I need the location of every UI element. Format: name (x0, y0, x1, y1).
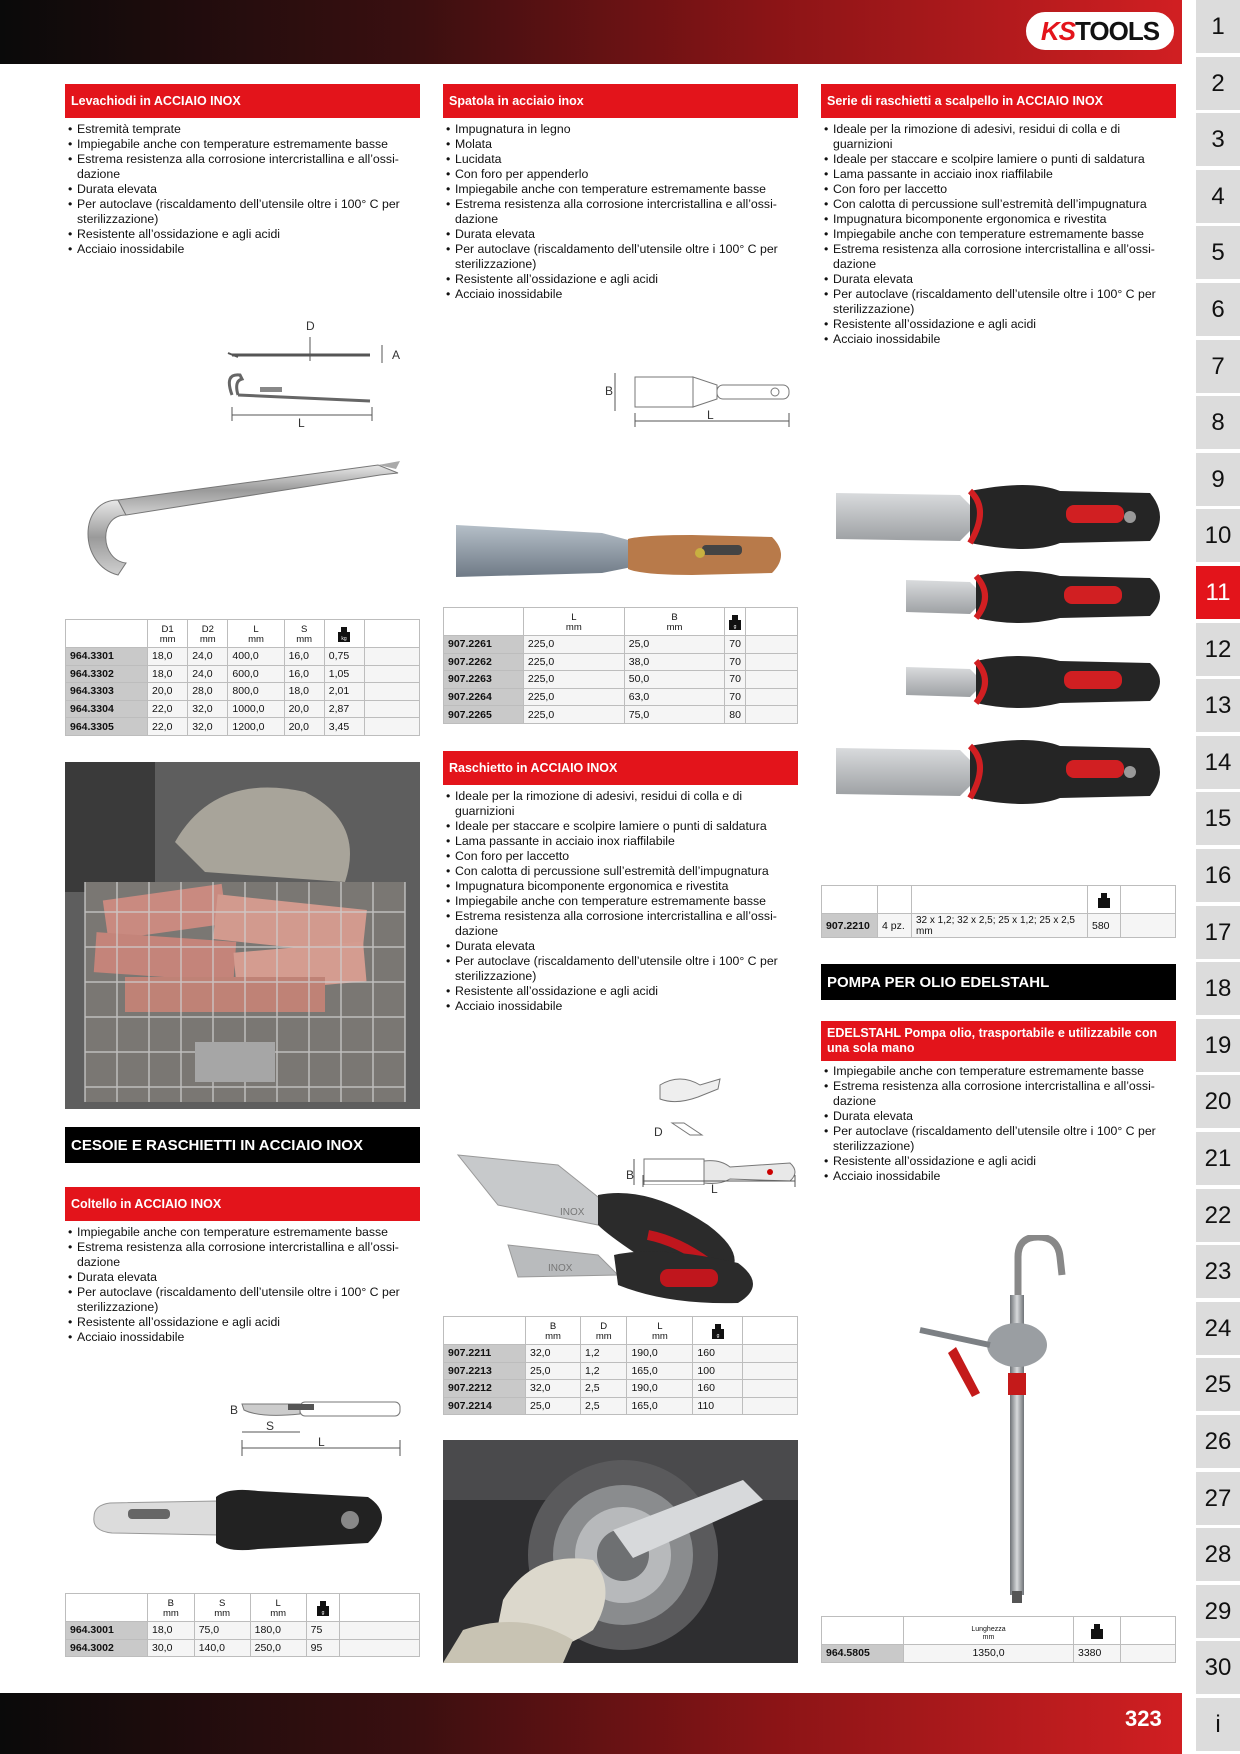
feature-item: • Durata elevata (446, 227, 796, 242)
svg-text:g: g (321, 1610, 325, 1616)
table-row: 907.2210 4 pz. 32 x 1,2; 32 x 2,5; 25 x 1,2; 25 x 2,5 mm 580 (822, 914, 1176, 938)
feature-item: • Acciaio inossidabile (68, 242, 418, 257)
pompa-table (821, 1616, 1176, 1663)
coltello-features (68, 1225, 418, 1345)
feature-item: • Ideale per staccare e scolpire lamiere o punti di saldatura (824, 152, 1174, 167)
chapter-tab[interactable]: 10 (1196, 509, 1240, 562)
chapter-tab[interactable]: 18 (1196, 962, 1240, 1015)
chapter-tab[interactable]: 3 (1196, 113, 1240, 166)
col-header: B mm (148, 1594, 195, 1622)
scraper-image (448, 1145, 793, 1310)
col-header: S mm (284, 620, 324, 648)
serie-raschietti-features (824, 122, 1174, 347)
logo-tools-text: TOOLS (1075, 15, 1160, 46)
feature-item: • Ideale per la rimozione di adesivi, residui di colla e di guarnizioni (446, 789, 796, 819)
feature-item: • Durata elevata (68, 182, 418, 197)
knife-image (88, 1487, 398, 1557)
dim-label-b: B (626, 1168, 635, 1182)
feature-item: • Lama passante in acciaio inox riaffilabile (824, 167, 1174, 182)
chapter-tab[interactable]: 27 (1196, 1472, 1240, 1525)
chapter-tab[interactable]: 14 (1196, 736, 1240, 789)
chapter-tab[interactable]: 7 (1196, 340, 1240, 393)
col-header: Lunghezza mm (904, 1617, 1074, 1645)
logo-ks-text: KS (1040, 15, 1076, 46)
feature-item: • Impugnatura bicomponente ergonomica e rivestita (824, 212, 1174, 227)
chapter-tab[interactable]: 23 (1196, 1245, 1240, 1298)
spatola-features (446, 122, 796, 302)
scraper-set-image (830, 485, 1175, 805)
feature-item: • Resistente all’ossidazione e agli acidi (446, 272, 796, 287)
table-row: 907.2211 32,0 1,2 190,0 160 (444, 1345, 798, 1363)
feature-item: • Impiegabile anche con temperature estremamente basse (446, 182, 796, 197)
feature-item: • Con foro per appenderlo (446, 167, 796, 182)
chapter-tab[interactable]: 16 (1196, 849, 1240, 902)
chapter-tab[interactable]: 5 (1196, 226, 1240, 279)
feature-item: • Ideale per staccare e scolpire lamiere o punti di saldatura (446, 819, 796, 834)
feature-item: • Resistente all’ossidazione e agli acidi (824, 1154, 1174, 1169)
table-row: 907.2261 225,0 25,0 70 (444, 636, 798, 654)
svg-text:kg: kg (341, 636, 348, 642)
spatola-dimension-drawing (605, 355, 795, 430)
levachiodi-title: Levachiodi in ACCIAIO INOX (65, 84, 420, 118)
crate-photo (65, 762, 420, 1109)
col-header: L mm (523, 608, 624, 636)
feature-item: • Impugnatura bicomponente ergonomica e rivestita (446, 879, 796, 894)
weight-icon (712, 1324, 724, 1339)
page-number: 323 (1125, 1706, 1162, 1731)
dim-label-a: A (392, 348, 401, 362)
col-header: B mm (526, 1317, 581, 1345)
feature-item: • Estrema resistenza alla corrosione intercristallina e all’ossi-dazione (824, 242, 1174, 272)
chapter-tab[interactable]: 26 (1196, 1415, 1240, 1468)
col-header: L mm (627, 1317, 693, 1345)
weight-icon (729, 615, 741, 630)
dim-label-l: L (711, 1182, 718, 1195)
serie-raschietti-title: Serie di raschietti a scalpello in ACCIAIO INOX (821, 84, 1176, 118)
header-bar (0, 0, 1182, 64)
feature-item: • Con calotta di percussione sull’estremità dell’impugnatura (446, 864, 796, 879)
chapter-tab[interactable]: 29 (1196, 1585, 1240, 1638)
weight-icon (338, 627, 350, 642)
feature-item: • Durata elevata (68, 1270, 418, 1285)
feature-item: • Estrema resistenza alla corrosione intercristallina e all’ossi-dazione (68, 1240, 418, 1270)
chapter-tab[interactable]: 4 (1196, 170, 1240, 223)
footer-bar (0, 1693, 1182, 1754)
chapter-tab[interactable]: 30 (1196, 1641, 1240, 1694)
dim-label-b: B (230, 1403, 239, 1417)
chapter-tabs (1196, 0, 1240, 1754)
chapter-tab-active[interactable]: 11 (1196, 566, 1240, 619)
coltello-title: Coltello in ACCIAIO INOX (65, 1187, 420, 1221)
feature-item: • Durata elevata (824, 1109, 1174, 1124)
table-row: 907.2213 25,0 1,2 165,0 100 (444, 1362, 798, 1380)
table-row: 964.3303 20,0 28,0 800,0 18,0 2,01 (66, 683, 420, 701)
weight-header (725, 608, 746, 636)
svg-text:g: g (716, 1333, 720, 1339)
col-header: D1 mm (148, 620, 188, 648)
table-row: 907.2263 225,0 50,0 70 (444, 671, 798, 689)
col-header: D2 mm (188, 620, 228, 648)
table-row: 964.5805 1350,0 3380 (822, 1645, 1176, 1663)
chapter-tab[interactable]: i (1196, 1698, 1240, 1751)
chapter-tab[interactable]: 25 (1196, 1358, 1240, 1411)
feature-item: • Estremità temprate (68, 122, 418, 137)
feature-item: • Durata elevata (824, 272, 1174, 287)
feature-item: • Lucidata (446, 152, 796, 167)
feature-item: • Per autoclave (riscaldamento dell’utensile oltre i 100° C per sterilizzazione) (446, 954, 796, 984)
dim-label-b: B (605, 384, 614, 398)
chapter-tab[interactable]: 13 (1196, 679, 1240, 732)
feature-item: • Per autoclave (riscaldamento dell’utensile oltre i 100° C per sterilizzazione) (68, 1285, 418, 1315)
pompa-title: EDELSTAHL Pompa olio, trasportabile e utilizzabile con una sola mano (821, 1021, 1176, 1061)
feature-item: • Resistente all’ossidazione e agli acidi (446, 984, 796, 999)
coltello-table (65, 1593, 420, 1657)
spatula-image (452, 515, 792, 595)
chapter-tab[interactable]: 6 (1196, 283, 1240, 336)
svg-text:INOX: INOX (548, 1263, 573, 1274)
table-row: 907.2212 32,0 2,5 190,0 160 (444, 1380, 798, 1398)
feature-item: • Estrema resistenza alla corrosione intercristallina e all’ossi-dazione (824, 1079, 1174, 1109)
feature-item: • Con foro per laccetto (824, 182, 1174, 197)
feature-item: • Impiegabile anche con temperature estremamente basse (824, 1064, 1174, 1079)
chapter-tab[interactable]: 20 (1196, 1075, 1240, 1128)
feature-item: • Impugnatura in legno (446, 122, 796, 137)
col-header: D mm (581, 1317, 627, 1345)
feature-item: • Resistente all’ossidazione e agli acidi (68, 227, 418, 242)
feature-item: • Impiegabile anche con temperature estremamente basse (824, 227, 1174, 242)
feature-item: • Durata elevata (446, 939, 796, 954)
table-row: 964.3305 22,0 32,0 1200,0 20,0 3,45 (66, 718, 420, 736)
weight-header (1074, 1617, 1121, 1645)
feature-item: • Per autoclave (riscaldamento dell’utensile oltre i 100° C per sterilizzazione) (68, 197, 418, 227)
svg-text:INOX: INOX (560, 1207, 585, 1218)
feature-item: • Resistente all’ossidazione e agli acidi (68, 1315, 418, 1330)
scraper-in-use-photo (443, 1440, 798, 1663)
svg-text:g: g (733, 624, 737, 630)
dim-label-d: D (306, 319, 315, 333)
section-cesoie-title: CESOIE E RASCHIETTI IN ACCIAIO INOX (65, 1127, 420, 1163)
pompa-features (824, 1064, 1174, 1184)
feature-item: • Ideale per la rimozione di adesivi, residui di colla e di guarnizioni (824, 122, 1174, 152)
col-header: B mm (624, 608, 724, 636)
weight-header (693, 1317, 743, 1345)
spatola-title: Spatola in acciaio inox (443, 84, 798, 118)
raschietto-title: Raschietto in ACCIAIO INOX (443, 751, 798, 785)
raschietto-table (443, 1316, 798, 1415)
chapter-tab[interactable]: 21 (1196, 1132, 1240, 1185)
chapter-tab[interactable]: 19 (1196, 1019, 1240, 1072)
feature-item: • Per autoclave (riscaldamento dell’utensile oltre i 100° C per sterilizzazione) (824, 1124, 1174, 1154)
levachiodi-table (65, 619, 420, 736)
chapter-tab[interactable]: 9 (1196, 453, 1240, 506)
chapter-tab[interactable]: 17 (1196, 906, 1240, 959)
section-pompa-title: POMPA PER OLIO EDELSTAHL (821, 964, 1176, 1000)
dim-label-s: S (266, 1419, 275, 1433)
dim-label-l: L (298, 416, 305, 430)
dim-label-l: L (707, 408, 714, 422)
feature-item: • Impiegabile anche con temperature estremamente basse (68, 137, 418, 152)
chapter-tab[interactable]: 1 (1196, 0, 1240, 53)
feature-item: • Estrema resistenza alla corrosione intercristallina e all’ossi-dazione (446, 197, 796, 227)
chapter-tab[interactable]: 12 (1196, 623, 1240, 676)
table-row: 964.3002 30,0 140,0 250,0 95 (66, 1639, 420, 1657)
feature-item: • Con foro per laccetto (446, 849, 796, 864)
chapter-tab[interactable]: 8 (1196, 396, 1240, 449)
dim-label-l: L (318, 1435, 325, 1449)
feature-item: • Per autoclave (riscaldamento dell’utensile oltre i 100° C per sterilizzazione) (446, 242, 796, 272)
feature-item: • Acciaio inossidabile (446, 999, 796, 1014)
weight-icon (1098, 893, 1110, 908)
chapter-tab[interactable]: 15 (1196, 792, 1240, 845)
levachiodi-dimension-drawing (220, 315, 410, 430)
ks-tools-logo (1026, 12, 1174, 50)
feature-item: • Estrema resistenza alla corrosione intercristallina e all’ossi-dazione (68, 152, 418, 182)
table-row: 964.3304 22,0 32,0 1000,0 20,0 2,87 (66, 700, 420, 718)
spatola-table (443, 607, 798, 724)
col-header: L mm (250, 1594, 306, 1622)
chapter-tab[interactable]: 28 (1196, 1528, 1240, 1581)
nail-puller-image (78, 455, 408, 590)
feature-item: • Impiegabile anche con temperature estremamente basse (446, 894, 796, 909)
weight-header (306, 1594, 339, 1622)
chapter-tab[interactable]: 24 (1196, 1302, 1240, 1355)
feature-item: • Acciaio inossidabile (824, 1169, 1174, 1184)
feature-item: • Acciaio inossidabile (446, 287, 796, 302)
feature-item: • Resistente all’ossidazione e agli acidi (824, 317, 1174, 332)
chapter-tab[interactable]: 2 (1196, 57, 1240, 110)
feature-item: • Con calotta di percussione sull’estremità dell’impugnatura (824, 197, 1174, 212)
weight-icon (1091, 1624, 1103, 1639)
feature-item: • Per autoclave (riscaldamento dell’utensile oltre i 100° C per sterilizzazione) (824, 287, 1174, 317)
serie-raschietti-table (821, 885, 1176, 938)
feature-item: • Acciaio inossidabile (824, 332, 1174, 347)
table-row: 964.3302 18,0 24,0 600,0 16,0 1,05 (66, 665, 420, 683)
feature-item: • Estrema resistenza alla corrosione intercristallina e all’ossi-dazione (446, 909, 796, 939)
dim-label-d: D (654, 1125, 663, 1139)
table-row: 907.2264 225,0 63,0 70 (444, 688, 798, 706)
feature-item: • Acciaio inossidabile (68, 1330, 418, 1345)
feature-item: • Impiegabile anche con temperature estremamente basse (68, 1225, 418, 1240)
table-row: 907.2214 25,0 2,5 165,0 110 (444, 1397, 798, 1415)
coltello-dimension-drawing (230, 1396, 410, 1461)
table-row: 907.2265 225,0 75,0 80 (444, 706, 798, 724)
table-row: 907.2262 225,0 38,0 70 (444, 653, 798, 671)
col-header: L mm (228, 620, 284, 648)
oil-pump-image (900, 1235, 1100, 1610)
weight-header (324, 620, 364, 648)
table-row: 964.3001 18,0 75,0 180,0 75 (66, 1622, 420, 1640)
feature-item: • Lama passante in acciaio inox riaffilabile (446, 834, 796, 849)
weight-header (1088, 886, 1121, 914)
levachiodi-features (68, 122, 418, 257)
raschietto-features (446, 789, 796, 1014)
feature-item: • Molata (446, 137, 796, 152)
table-row: 964.3301 18,0 24,0 400,0 16,0 0,75 (66, 648, 420, 666)
chapter-tab[interactable]: 22 (1196, 1189, 1240, 1242)
weight-icon (317, 1601, 329, 1616)
col-header: S mm (194, 1594, 250, 1622)
